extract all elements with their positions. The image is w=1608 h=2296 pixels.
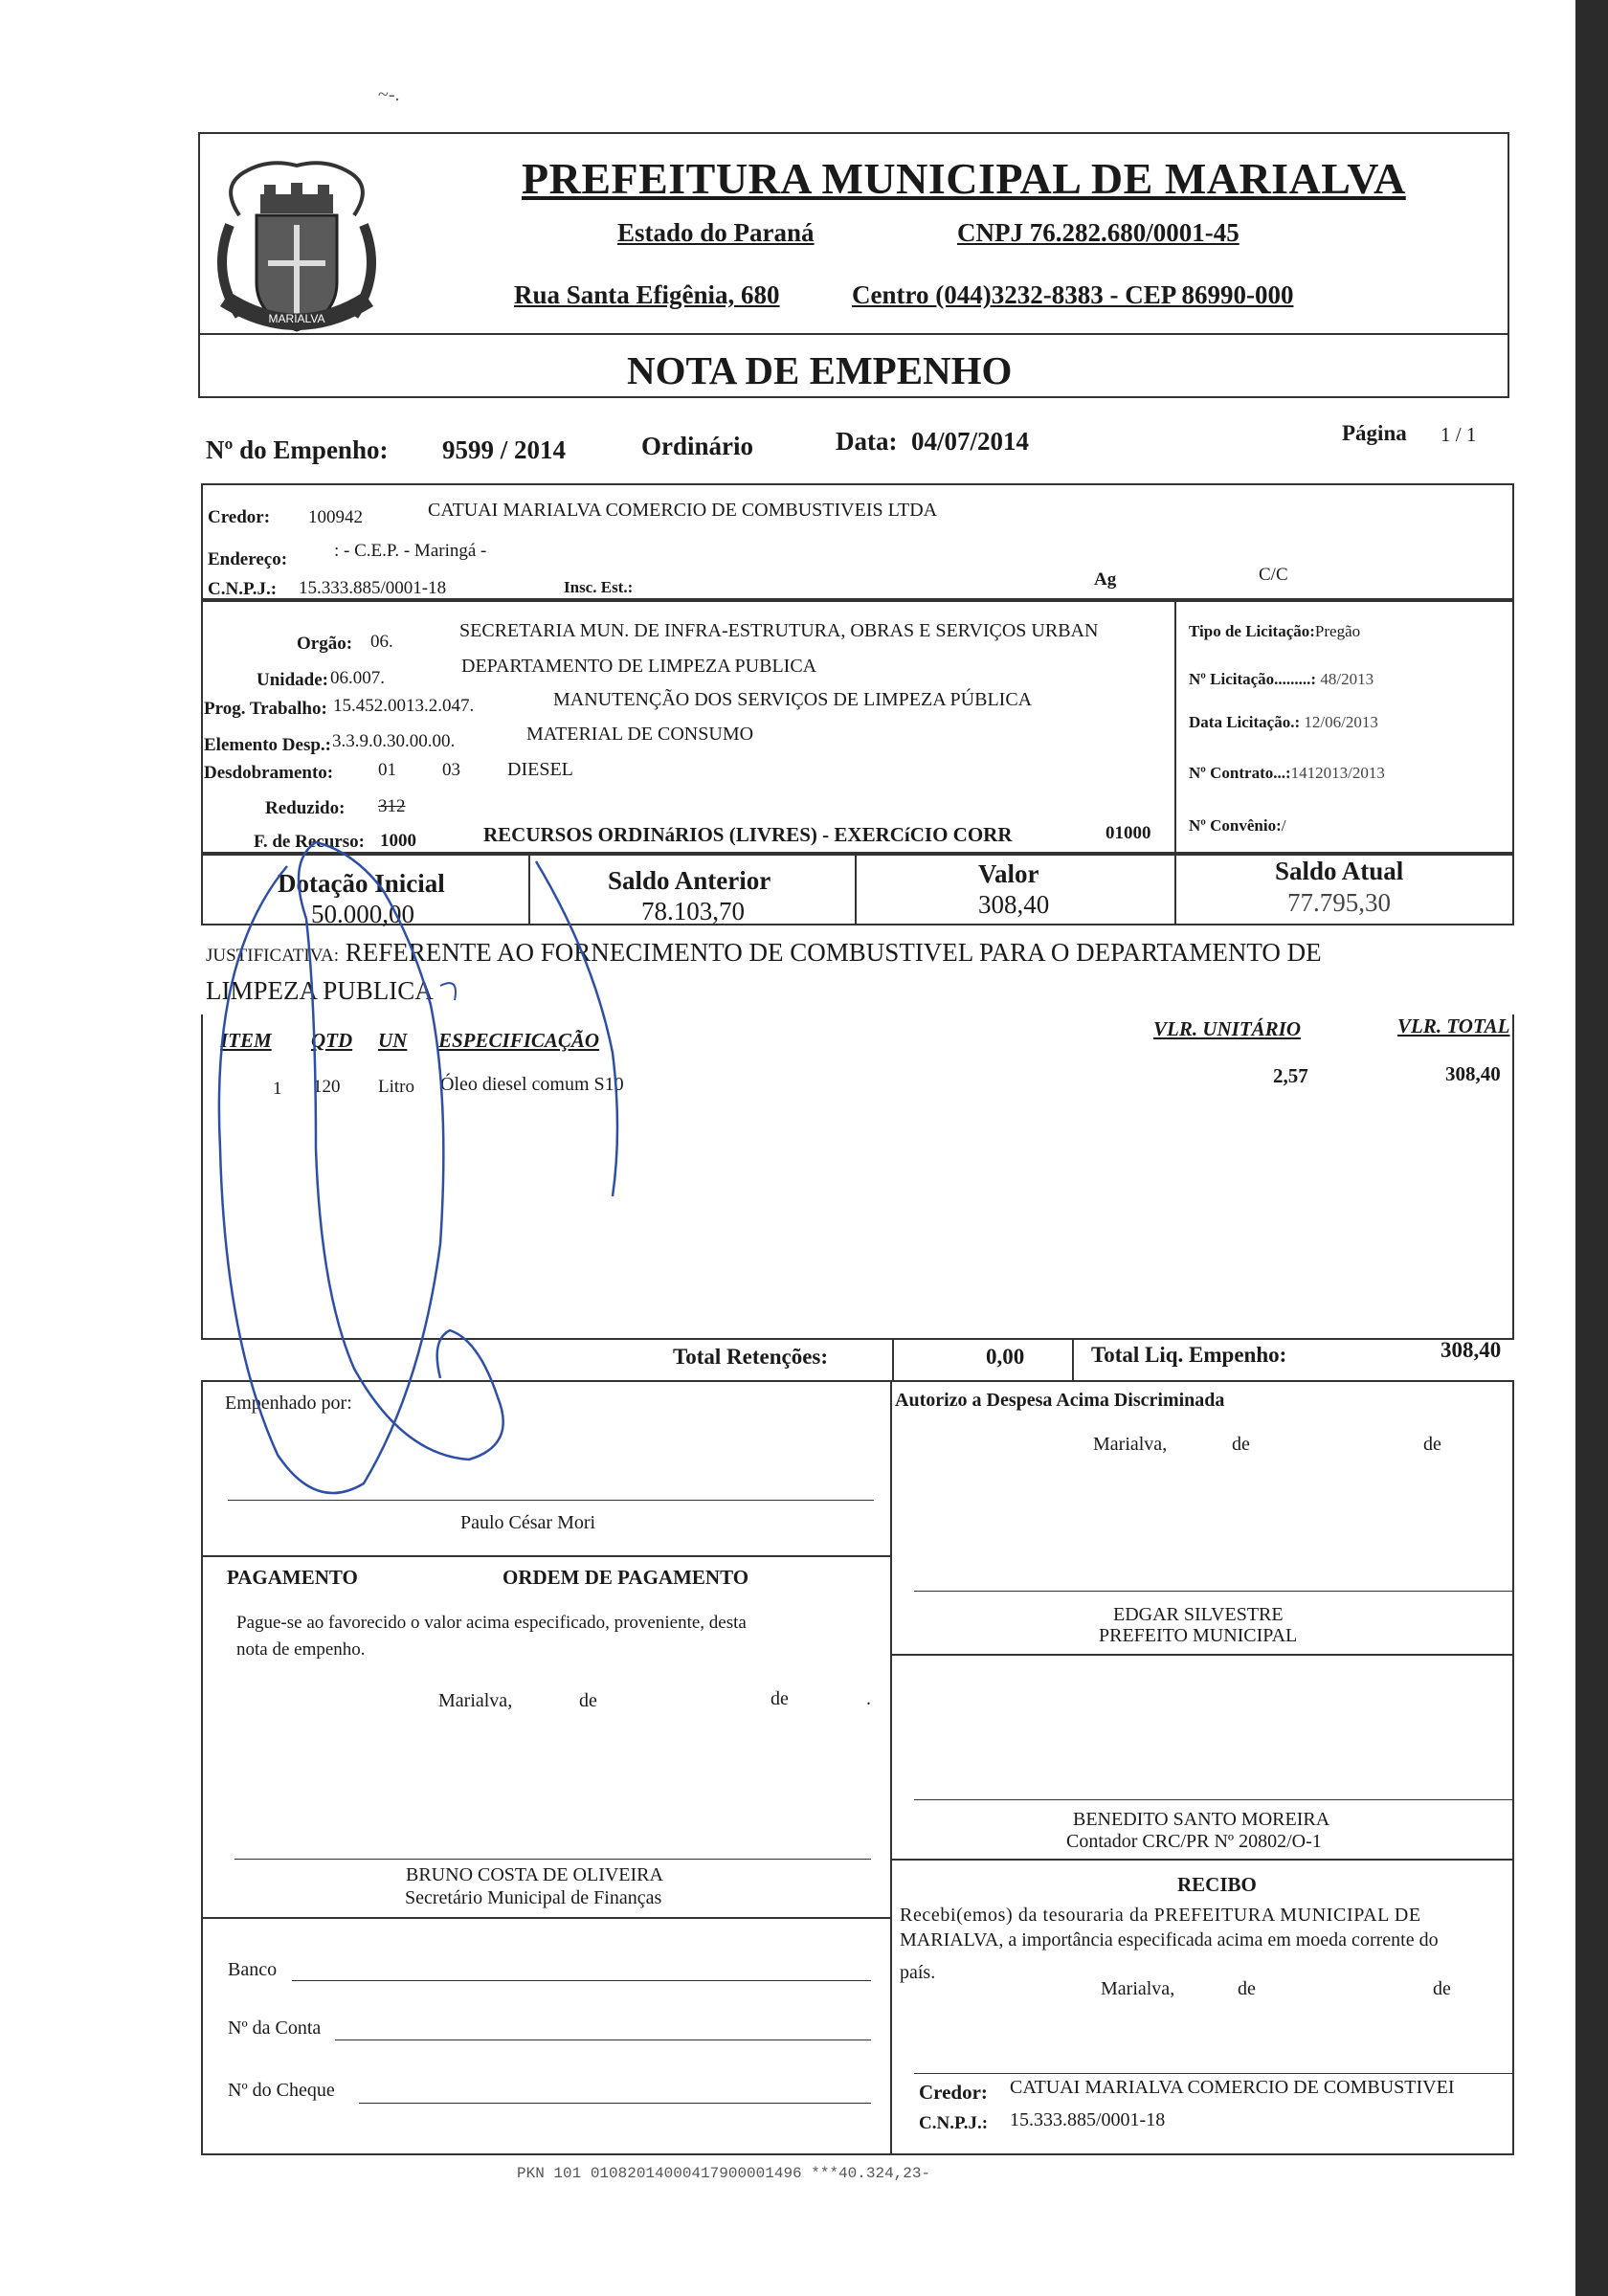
contador-nome: BENEDITO SANTO MOREIRA: [1073, 1809, 1330, 1830]
tipo-licitacao-label: Tipo de Licitação:Pregão: [1189, 622, 1361, 640]
pagamento-ponto: .: [866, 1688, 871, 1709]
item-row-1-qtd: 120: [313, 1077, 341, 1097]
prefeito-cargo: PREFEITO MUNICIPAL: [1099, 1625, 1298, 1646]
pagamento-de-2: de: [770, 1688, 789, 1709]
num-licitacao-value: 48/2013: [1320, 670, 1374, 688]
recibo-title: RECIBO: [1177, 1873, 1257, 1896]
recibo-credor: CATUAI MARIALVA COMERCIO DE COMBUSTIVEI: [1010, 2077, 1455, 2098]
fonte-recurso-codigo: 1000: [380, 831, 416, 851]
pagina-label: Página: [1342, 421, 1407, 445]
cnpj-label: C.N.P.J.:: [208, 579, 278, 599]
data-licitacao-value: 12/06/2013: [1304, 713, 1378, 731]
item-row-1-especificacao: Óleo diesel comum S10: [440, 1074, 624, 1095]
desdobramento-label: Desdobramento:: [204, 763, 334, 783]
tipo-licitacao-value: Pregão: [1314, 622, 1361, 640]
pagina-value: 1 / 1: [1440, 423, 1477, 446]
convenio-value: /: [1281, 816, 1286, 835]
total-liquido-value: 308,40: [1440, 1338, 1502, 1362]
contrato-label: Nº Contrato...:1412013/2013: [1189, 764, 1385, 782]
valor-value: 308,40: [978, 890, 1050, 919]
empenhado-nome: Paulo César Mori: [460, 1512, 596, 1533]
recibo-texto-2: MARIALVA, a importância especificada acima em moeda corrente do: [900, 1929, 1439, 1950]
recibo-cnpj: 15.333.885/0001-18: [1010, 2109, 1166, 2130]
reduzido-label: Reduzido:: [265, 798, 346, 818]
unidade-label: Unidade:: [257, 670, 328, 690]
fonte-recurso-label: F. de Recurso:: [254, 832, 365, 852]
fonte-recurso-numero: 01000: [1106, 823, 1151, 843]
nota-de-empenho-title: NOTA DE EMPENHO: [627, 348, 1013, 392]
elemento-despesa-codigo: 3.3.9.0.30.00.00.: [332, 731, 456, 751]
fonte-recurso-nome: RECURSOS ORDINáRIOS (LIVRES) - EXERCíCIO CORR: [483, 823, 1013, 846]
total-retencoes-value: 0,00: [986, 1345, 1025, 1369]
justificativa-text-1: REFERENTE AO FORNECIMENTO DE COMBUSTIVEL PARA O DEPARTAMENTO DE: [345, 938, 1322, 967]
header-contato: Centro (044)3232-8383 - CEP 86990-000: [852, 280, 1294, 309]
valor-label: Valor: [978, 859, 1039, 888]
empenho-tipo: Ordinário: [641, 432, 754, 460]
recibo-credor-label: Credor:: [919, 2081, 988, 2104]
item-row-1-vlr-total: 308,40: [1445, 1062, 1501, 1085]
contador-cargo: Contador CRC/PR Nº 20802/O-1: [1066, 1831, 1322, 1852]
pagamento-texto-2: nota de empenho.: [236, 1639, 366, 1660]
svg-text:MARIALVA: MARIALVA: [268, 312, 325, 325]
recibo-de-2: de: [1433, 1978, 1451, 1999]
recibo-local: Marialva,: [1101, 1978, 1175, 1999]
unidade-nome: DEPARTAMENTO DE LIMPEZA PUBLICA: [461, 656, 817, 677]
desdobramento-nome: DIESEL: [507, 759, 573, 780]
header-rua: Rua Santa Efigênia, 680: [514, 280, 780, 309]
estado-label: Estado do Paraná: [617, 218, 815, 247]
credor-nome: CATUAI MARIALVA COMERCIO DE COMBUSTIVEIS LTDA: [428, 500, 938, 521]
col-especificacao-header: ESPECIFICAÇÃO: [438, 1029, 600, 1052]
prefeito-nome: EDGAR SILVESTRE: [1113, 1604, 1284, 1625]
total-liquido-label: Total Liq. Empenho:: [1091, 1343, 1287, 1367]
recibo-texto-3: país.: [900, 1962, 936, 1983]
saldo-atual-value: 77.795,30: [1287, 888, 1391, 917]
data-licitacao-label: Data Licitação.: 12/06/2013: [1189, 713, 1378, 731]
orgao-label: Orgão:: [297, 634, 353, 654]
footer-code: PKN 101 01082014000417900001496 ***40.324,23-: [517, 2165, 931, 2182]
conta-label: Nº da Conta: [228, 2017, 322, 2039]
empenho-data: 04/07/2014: [911, 427, 1030, 456]
pagamento-local: Marialva,: [438, 1690, 513, 1711]
prog-trabalho-codigo: 15.452.0013.2.047.: [333, 696, 475, 716]
endereco-label: Endereço:: [208, 549, 288, 569]
elemento-despesa-label: Elemento Desp.:: [204, 735, 331, 755]
col-vlr-unitario-header: VLR. UNITÁRIO: [1153, 1017, 1302, 1040]
justificativa-text-2: LIMPEZA PUBLICA: [206, 976, 434, 1005]
item-row-1-item: 1: [273, 1079, 282, 1099]
cheque-label: Nº do Cheque: [228, 2080, 335, 2101]
saldo-anterior-label: Saldo Anterior: [608, 866, 771, 895]
credor-cnpj: 15.333.885/0001-18: [299, 578, 447, 598]
pagamento-label: PAGAMENTO: [227, 1566, 358, 1589]
agencia-label: Ag: [1094, 569, 1117, 590]
desdobramento-a: 01: [378, 760, 396, 780]
elemento-despesa-nome: MATERIAL DE CONSUMO: [526, 724, 754, 745]
saldo-atual-label: Saldo Atual: [1275, 857, 1404, 885]
empenho-numero: 9599 / 2014: [442, 435, 567, 464]
credor-label: Credor:: [208, 507, 271, 527]
col-vlr-total-header: VLR. TOTAL: [1397, 1014, 1510, 1037]
recibo-cnpj-label: C.N.P.J.:: [919, 2113, 989, 2133]
dotacao-inicial-label: Dotação Inicial: [278, 869, 445, 898]
saldo-anterior-value: 78.103,70: [641, 897, 745, 925]
col-qtd-header: QTD: [311, 1029, 353, 1052]
empenho-data-label: Data:: [836, 427, 898, 456]
unidade-codigo: 06.007.: [330, 668, 385, 688]
item-row-1-vlr-unitario: 2,57: [1273, 1064, 1308, 1087]
contrato-value: 1412013/2013: [1290, 764, 1385, 782]
empenho-numero-label: Nº do Empenho:: [206, 435, 389, 464]
pagamento-de-1: de: [579, 1690, 597, 1711]
orgao-codigo: 06.: [370, 632, 393, 652]
credor-codigo: 100942: [308, 507, 363, 527]
col-item-header: ITEM: [220, 1029, 272, 1052]
recibo-de-1: de: [1238, 1978, 1256, 1999]
autorizo-de-2: de: [1423, 1434, 1441, 1455]
autorizo-local: Marialva,: [1093, 1434, 1168, 1455]
endereco-value: : - C.E.P. - Maringá -: [334, 541, 487, 561]
empenhado-por-label: Empenhado por:: [225, 1393, 352, 1414]
reduzido-value: 312: [378, 796, 406, 816]
prog-trabalho-label: Prog. Trabalho:: [204, 699, 327, 719]
ordem-pagamento-label: ORDEM DE PAGAMENTO: [502, 1566, 749, 1589]
col-un-header: UN: [378, 1029, 408, 1052]
dotacao-inicial-value: 50.000,00: [311, 900, 414, 928]
justificativa-label: JUSTIFICATIVA:: [206, 946, 340, 966]
insc-est-label: Insc. Est.:: [564, 578, 634, 596]
prefeitura-title: PREFEITURA MUNICIPAL DE MARIALVA: [522, 154, 1406, 203]
prog-trabalho-nome: MANUTENÇÃO DOS SERVIÇOS DE LIMPEZA PÚBLICA: [553, 689, 1033, 710]
convenio-label: Nº Convênio:/: [1189, 816, 1286, 835]
banco-label: Banco: [228, 1959, 278, 1980]
scan-mark: ~-.: [378, 84, 400, 105]
secretario-cargo: Secretário Municipal de Finanças: [405, 1887, 662, 1908]
header-cnpj: CNPJ 76.282.680/0001-45: [957, 218, 1240, 247]
num-licitacao-label: Nº Licitação.........: 48/2013: [1189, 670, 1374, 688]
item-row-1-un: Litro: [378, 1077, 414, 1097]
desdobramento-b: 03: [442, 760, 460, 780]
total-retencoes-label: Total Retenções:: [673, 1345, 829, 1369]
conta-corrente-label: C/C: [1259, 565, 1288, 585]
orgao-nome: SECRETARIA MUN. DE INFRA-ESTRUTURA, OBRAS E SERVIÇOS URBAN: [459, 620, 1099, 641]
autorizo-text: Autorizo a Despesa Acima Discriminada: [895, 1390, 1225, 1411]
autorizo-de-1: de: [1232, 1434, 1250, 1455]
secretario-nome: BRUNO COSTA DE OLIVEIRA: [406, 1864, 663, 1885]
pagamento-texto-1: Pague-se ao favorecido o valor acima especificado, proveniente, desta: [236, 1613, 747, 1633]
recibo-texto-1: Recebi(emos) da tesouraria da PREFEITURA MUNICIPAL DE: [900, 1905, 1421, 1926]
